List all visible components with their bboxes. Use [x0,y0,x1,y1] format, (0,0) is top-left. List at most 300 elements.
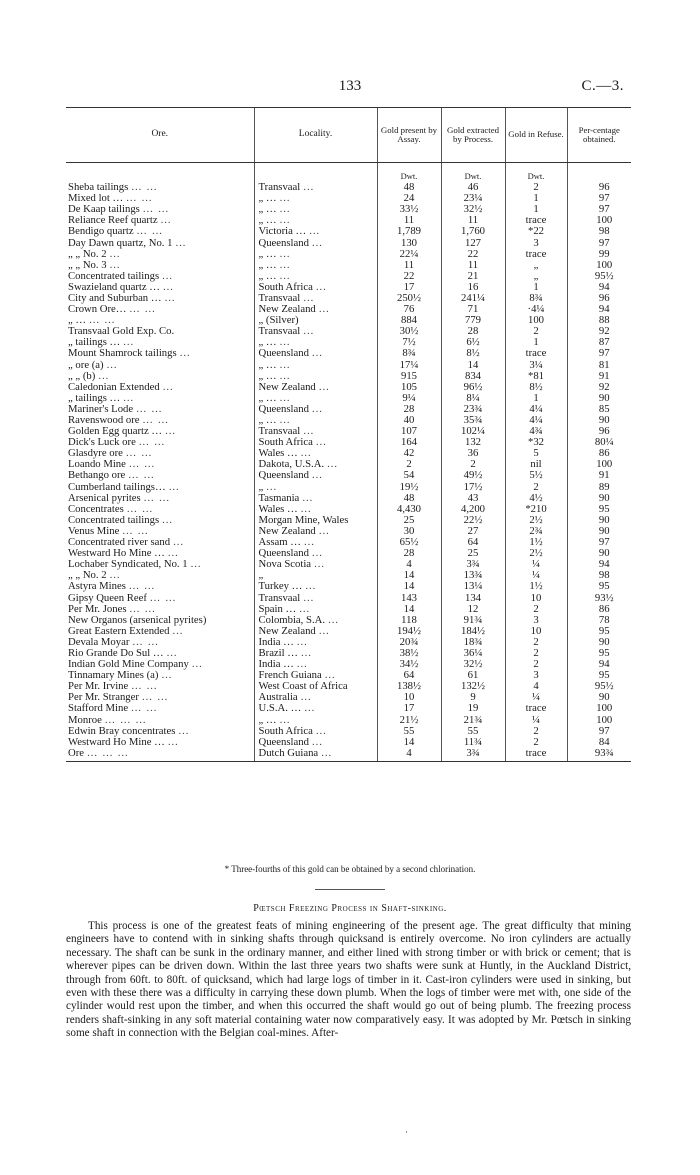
cell-percentage: 80¼ [567,437,631,448]
cell-locality [254,592,377,603]
cell-percentage: 89 [567,482,631,493]
ore-leader: … … [149,592,177,604]
locality-name: U.S.A. … [258,703,302,715]
cell-assay: 194½ [377,626,441,637]
cell-extracted: 21 [441,271,505,282]
ore-name: Caledonian Extended [68,381,160,393]
cell-locality [254,182,377,193]
ore-leader: … … [125,448,153,460]
ore-leader: … [161,270,174,282]
cell-extracted: 134 [441,592,505,603]
ore-name: Westward Ho Mine … [68,548,165,560]
cell-refuse: trace [505,249,567,260]
locality-name: India … [258,636,294,648]
locality-name: Colombia, S.A. [258,614,326,626]
cell-ore [66,570,254,581]
cell-locality [254,304,377,315]
cell-extracted: 43 [441,493,505,504]
ore-name: Astyra Mines [68,581,126,593]
cell-locality [254,437,377,448]
locality-name: Queensland [258,470,309,482]
table-row [66,615,631,626]
cell-extracted: 9 [441,692,505,703]
cell-refuse: 1 [505,282,567,293]
cell-percentage: 90 [567,415,631,426]
cell-extracted: 12 [441,604,505,615]
locality-name: Queensland [258,348,309,360]
ore-leader: … [190,559,202,571]
cell-locality [254,459,377,470]
cell-locality [254,193,377,204]
cell-ore [66,304,254,315]
ore-leader: … [167,548,180,560]
cell-refuse: trace [505,348,567,359]
ore-name: Arsenical pyrites [68,492,141,504]
cell-assay: 55 [377,726,441,737]
table-header-row [66,108,631,163]
ore-name: „ „ No. 2 [68,570,107,582]
section-paragraph: This process is one of the greatest feats of mining engineering of the present age. The great difficulty that mining engineers have to contend with in sinking shafts through quicksand is entirely overcome. No iron cylinders are actually necessary. The shaft can be sunk in the ordinary manner, and either lined with strong timber or with brick or cement; that is wherever pipes can be driven down. Within the last three years two shafts were sunk at Huntly, in the Auckland District, through from 60ft. to 80ft. of quicksand, which had large logs of timber in it. Cast-iron cylinders were used in sinking, but even with these there was a difficulty in carrying these down plumb. When the logs of timber were met with, one side of the cylinder would rest upon the timber, and when this occurred the shaft would go out of being plumb. The freezing process renders shaft-sinking in any soft material containing water now comparatively easy. It was adopted by Mr. Pœtsch in sinking some shaft in connection with the Belgian coal-mines. After- [66,920,631,1040]
table-row [66,748,631,762]
locality-leader: … [265,481,278,493]
cell-locality [254,604,377,615]
table-row [66,526,631,537]
cell-ore [66,437,254,448]
cell-extracted: 13¼ [441,581,505,592]
ore-name: Per Mr. Jones [68,603,127,615]
cell-percentage: 97 [567,204,631,215]
cell-assay: 20¾ [377,637,441,648]
cell-refuse: 2 [505,182,567,193]
ore-leader: … … [143,492,171,504]
cell-percentage: 91 [567,371,631,382]
ore-name: „ „ No. 2 [68,248,107,260]
table-row [66,703,631,714]
locality-leader: … [296,659,309,671]
cell-ore [66,182,254,193]
cell-ore [66,692,254,703]
cell-refuse: 4½ [505,493,567,504]
cell-refuse: 4¾ [505,426,567,437]
cell-locality [254,315,377,326]
cell-ore [66,504,254,515]
cell-locality [254,692,377,703]
locality-name: „ … [258,204,277,216]
cell-locality [254,382,377,393]
ore-name: Tinnamary Mines (a) [68,670,159,682]
ore-leader: … [162,381,175,393]
cell-locality [254,249,377,260]
cell-locality [254,581,377,592]
cell-ore [66,493,254,504]
cell-percentage: 94 [567,659,631,670]
cell-refuse: trace [505,703,567,714]
cell-percentage: 98 [567,570,631,581]
locality-leader: … [302,592,315,604]
ore-name: Great Eastern Extended [68,625,170,637]
cell-assay: 40 [377,415,441,426]
cell-locality [254,360,377,371]
ore-name: Gipsy Queen Reef [68,592,147,604]
ore-name: „ … [68,315,87,327]
cell-percentage: 90 [567,548,631,559]
locality-leader: … [303,537,316,549]
locality-leader: … [311,736,324,748]
locality-name: Morgan Mine, Wales [258,514,349,526]
ore-name: Mount Shamrock tailings [68,348,177,360]
cell-refuse: 1½ [505,581,567,592]
table-row [66,581,631,592]
cell-assay: 42 [377,448,441,459]
table-row [66,426,631,437]
cell-refuse: ¼ [505,570,567,581]
cell-assay: 130 [377,237,441,248]
cell-refuse: 4¼ [505,404,567,415]
cell-extracted: 11 [441,215,505,226]
cell-locality [254,482,377,493]
page-header [0,78,700,98]
cell-ore [66,393,254,404]
cell-extracted: 102¼ [441,426,505,437]
locality-leader: … [302,292,315,304]
cell-percentage: 87 [567,337,631,348]
cell-locality [254,404,377,415]
locality-name: New Zealand [258,625,316,637]
ore-name: Day Dawn quartz, No. 1 [68,237,173,249]
cell-extracted: 19 [441,703,505,714]
cell-assay: 164 [377,437,441,448]
cell-locality [254,326,377,337]
locality-leader: … [315,725,328,737]
locality-leader: … [279,204,291,216]
table-body [66,163,631,762]
locality-name: „ … [258,215,277,227]
table-row [66,293,631,304]
cell-locality [254,426,377,437]
cell-locality [254,448,377,459]
cell-refuse: 2 [505,637,567,648]
units-row [66,163,631,183]
cell-percentage: 95 [567,670,631,681]
ore-leader: … [162,281,175,293]
unit-extracted: Dwt. [441,163,505,183]
cell-extracted: 27 [441,526,505,537]
locality-name: Queensland [258,548,309,560]
cell-locality [254,659,377,670]
cell-extracted: 35¾ [441,415,505,426]
cell-assay: 884 [377,315,441,326]
cell-locality [254,415,377,426]
cell-assay: 118 [377,615,441,626]
cell-refuse: 2 [505,726,567,737]
cell-refuse: 100 [505,315,567,326]
table-row [66,715,631,726]
cell-extracted: 4,200 [441,504,505,515]
table-footnote: * Three-fourths of this gold can be obtained by a second chlorination. [224,864,476,874]
cell-extracted: 2 [441,459,505,470]
cell-extracted: 8¼ [441,393,505,404]
cell-ore [66,215,254,226]
cell-locality [254,226,377,237]
table-row [66,215,631,226]
ore-leader: … … … [104,714,147,726]
locality-leader: … [302,426,315,438]
table-row [66,382,631,393]
cell-locality [254,293,377,304]
locality-name: New Zealand [258,304,316,316]
cell-extracted: 779 [441,315,505,326]
locality-leader: … [305,581,317,593]
table-row [66,271,631,282]
locality-name: „ … [258,370,277,382]
cell-percentage: 95 [567,504,631,515]
cell-ore [66,559,254,570]
cell-assay: 4,430 [377,504,441,515]
cell-refuse: 1 [505,204,567,215]
cell-percentage: 86 [567,604,631,615]
locality-name: Transvaal [258,592,301,604]
locality-name: „ … [258,392,277,404]
col-header-assay: Gold present by Assay. [377,108,441,163]
cell-ore [66,382,254,393]
cell-refuse: 3 [505,670,567,681]
ore-name: Per Mr. Irvine [68,681,129,693]
ore-name: Bethango ore [68,470,126,482]
cell-refuse: 1 [505,393,567,404]
cell-refuse: ¼ [505,715,567,726]
ore-leader: … [109,570,121,582]
cell-percentage: 90 [567,526,631,537]
ore-leader: … … [129,304,157,316]
locality-leader: … [302,182,315,194]
cell-refuse: 2½ [505,515,567,526]
cell-refuse: 3¼ [505,360,567,371]
locality-name: Tasmania [258,492,300,504]
cell-ore [66,448,254,459]
cell-refuse: 10 [505,626,567,637]
cell-assay: 138½ [377,681,441,692]
cell-percentage: 96 [567,426,631,437]
ore-leader: … [191,659,204,671]
col-header-refuse: Gold in Refuse. [505,108,567,163]
cell-ore [66,681,254,692]
ore-name: Venus Mine [68,525,120,537]
table-row [66,326,631,337]
ore-leader: … … [130,681,158,693]
cell-assay: 10 [377,692,441,703]
locality-leader: … [318,625,331,637]
locality-leader: … [279,359,291,371]
locality-leader: … [315,437,328,449]
locality-name: „ [258,481,264,493]
ore-name: „ „ (b) [68,370,96,382]
cell-ore [66,271,254,282]
ore-name: Cumberland tailings… [68,481,166,493]
locality-leader: … [324,670,337,682]
cell-ore [66,537,254,548]
cell-refuse: „ [505,260,567,271]
cell-refuse: 3 [505,615,567,626]
locality-leader: … [313,559,326,571]
table-row [66,659,631,670]
cell-percentage: 90 [567,393,631,404]
ore-name: Monroe [68,714,102,726]
locality-leader: … [296,636,309,648]
locality-name: Transvaal [258,326,301,338]
locality-name: Australia [258,692,298,704]
table-row [66,193,631,204]
cell-extracted: 11 [441,260,505,271]
locality-name: „ … [258,248,277,260]
cell-assay: 7½ [377,337,441,348]
cell-locality [254,615,377,626]
cell-extracted: 132½ [441,681,505,692]
cell-extracted: 8½ [441,348,505,359]
ore-name: Devala Moyar [68,636,130,648]
cell-percentage: 90 [567,692,631,703]
ore-name: Transvaal Gold Exp. Co. [68,326,175,338]
ore-leader: … [179,348,192,360]
cell-assay: 250½ [377,293,441,304]
ore-name: Concentrated tailings [68,270,160,282]
cell-assay: 48 [377,493,441,504]
cell-assay: 11 [377,215,441,226]
cell-locality [254,703,377,714]
cell-locality [254,681,377,692]
table-row [66,393,631,404]
locality-leader: … [300,448,313,460]
locality-name: Queensland [258,736,309,748]
cell-locality [254,204,377,215]
cell-percentage: 85 [567,404,631,415]
cell-percentage: 93½ [567,592,631,603]
cell-percentage: 95 [567,648,631,659]
locality-name: Transvaal [258,292,301,304]
cell-extracted: 834 [441,371,505,382]
cell-extracted: 184½ [441,626,505,637]
locality-name: „ … [258,359,277,371]
table-row [66,681,631,692]
locality-name: Wales … [258,503,298,515]
cell-locality [254,271,377,282]
cell-refuse: 2 [505,326,567,337]
locality-name: „ (Silver) [258,315,299,327]
locality-name: Brazil … [258,647,298,659]
ore-leader: … … [125,193,153,205]
cell-ore [66,615,254,626]
cell-percentage: 90 [567,493,631,504]
table-row [66,637,631,648]
cell-percentage: 100 [567,215,631,226]
locality-leader: … [279,270,291,282]
cell-refuse: 2 [505,659,567,670]
locality-leader: … [326,459,339,471]
cell-ore [66,515,254,526]
cell-extracted: 3¾ [441,559,505,570]
table-row [66,515,631,526]
cell-ore [66,237,254,248]
locality-leader: … [327,614,340,626]
page-number: 133 [338,78,362,94]
cell-assay: 76 [377,304,441,315]
locality-name: South Africa [258,437,313,449]
cell-locality [254,493,377,504]
cell-assay: 28 [377,548,441,559]
cell-refuse: 5 [505,448,567,459]
cell-percentage: 96 [567,293,631,304]
ore-name: Loando Mine [68,459,126,471]
cell-percentage: 95½ [567,271,631,282]
cell-ore [66,581,254,592]
gold-extraction-table [66,107,631,762]
ore-leader: … [109,248,121,260]
locality-name: Transvaal [258,426,301,438]
cell-locality [254,371,377,382]
cell-refuse: 2 [505,737,567,748]
ore-leader: … [178,725,190,737]
cell-refuse: trace [505,748,567,762]
table-row [66,670,631,681]
cell-extracted: 132 [441,437,505,448]
table-row [66,493,631,504]
ore-leader: … … [130,703,158,715]
table-row [66,570,631,581]
ore-leader: … [168,481,181,493]
cell-locality [254,570,377,581]
ore-leader: … [164,292,176,304]
locality-leader: … [315,281,328,293]
cell-assay: 54 [377,470,441,481]
ore-name: Per Mr. Stranger [68,692,139,704]
table-row [66,304,631,315]
table-row [66,504,631,515]
cell-locality [254,559,377,570]
cell-assay: 105 [377,382,441,393]
bottom-mark: · [405,1127,408,1137]
ore-name: Indian Gold Mine Company [68,659,189,671]
table-row [66,415,631,426]
locality-leader: … [300,503,313,515]
cell-percentage: 100 [567,459,631,470]
cell-extracted: 23¼ [441,193,505,204]
cell-locality [254,670,377,681]
cell-assay: 107 [377,426,441,437]
locality-name: West Coast of Africa [258,681,348,693]
ore-leader: … … … [86,747,130,759]
cell-assay: 4 [377,748,441,762]
cell-assay: 25 [377,515,441,526]
locality-leader: … [308,226,321,238]
ore-name: „ tailings … [68,392,121,404]
cell-refuse: 1 [505,193,567,204]
locality-name: South Africa [258,281,313,293]
cell-assay: 1,789 [377,226,441,237]
ore-leader: … [172,537,185,549]
ore-name: Ore [68,747,85,759]
cell-refuse: 2¾ [505,526,567,537]
cell-ore [66,659,254,670]
table-row [66,470,631,481]
ore-name: Concentrated tailings [68,514,160,526]
table-row [66,371,631,382]
cell-refuse: 5½ [505,470,567,481]
cell-extracted: 3¾ [441,748,505,762]
table-row [66,626,631,637]
ore-leader: … … [142,414,170,427]
ore-leader: … … [128,581,156,593]
cell-assay: 14 [377,581,441,592]
locality-leader: … [279,259,291,271]
